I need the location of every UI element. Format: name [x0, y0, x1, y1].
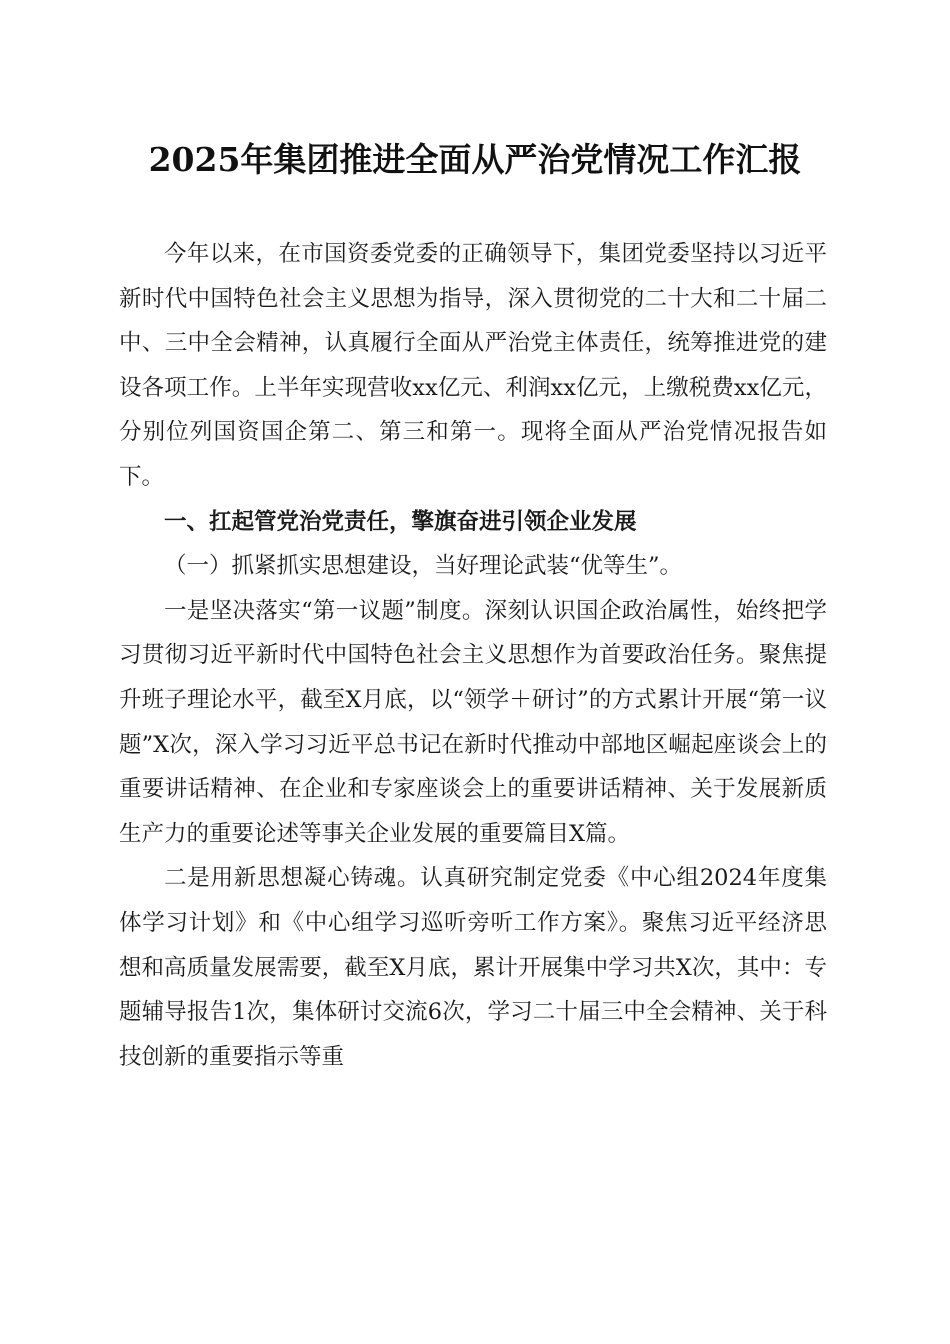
body-paragraph-1: 一是坚决落实“第一议题”制度。深刻认识国企政治属性，始终把学习贯彻习近平新时代中国特色社会主义思想作为首要政治任务。聚焦提升班子理论水平，截至X月底，以“领学＋研讨”的方式累计开展“第一议题”X次，深入学习习近平总书记在新时代推动中部地区崛起座谈会上的重要讲话精神、在企业和专家座谈会上的重要讲话精神、关于发展新质生产力的重要论述等事关企业发展的重要篇目X篇。 [119, 597, 827, 847]
document-title: 2025年集团推进全面从严治党情况工作汇报 [148, 140, 802, 179]
document-body [119, 232, 827, 1079]
body-paragraph-2: 二是用新思想凝心铸魂。认真研究制定党委《中心组2024年度集体学习计划》和《中心组学习巡听旁听工作方案》。聚焦习近平经济思想和高质量发展需要，截至X月底，累计开展集中学习共X次，其中：专题辅导报告1次，集体研讨交流6次，学习二十届三中全会精神、关于科技创新的重要指示等重 [119, 865, 827, 1070]
intro-paragraph: 今年以来，在市国资委党委的正确领导下，集团党委坚持以习近平新时代中国特色社会主义思想为指导，深入贯彻党的二十大和二十届二中、三中全会精神，认真履行全面从严治党主体责任，统筹推进党的建设各项工作。上半年实现营收xx亿元、利润xx亿元，上缴税费xx亿元，分别位列国资国企第二、第三和第一。现将全面从严治党情况报告如下。 [119, 241, 827, 490]
section-heading-1: 一、扛起管党治党责任，擎旗奋进引领企业发展 [164, 508, 637, 535]
subsection-heading-1: （一）抓紧抓实思想建设，当好理论武装“优等生”。 [164, 553, 683, 580]
